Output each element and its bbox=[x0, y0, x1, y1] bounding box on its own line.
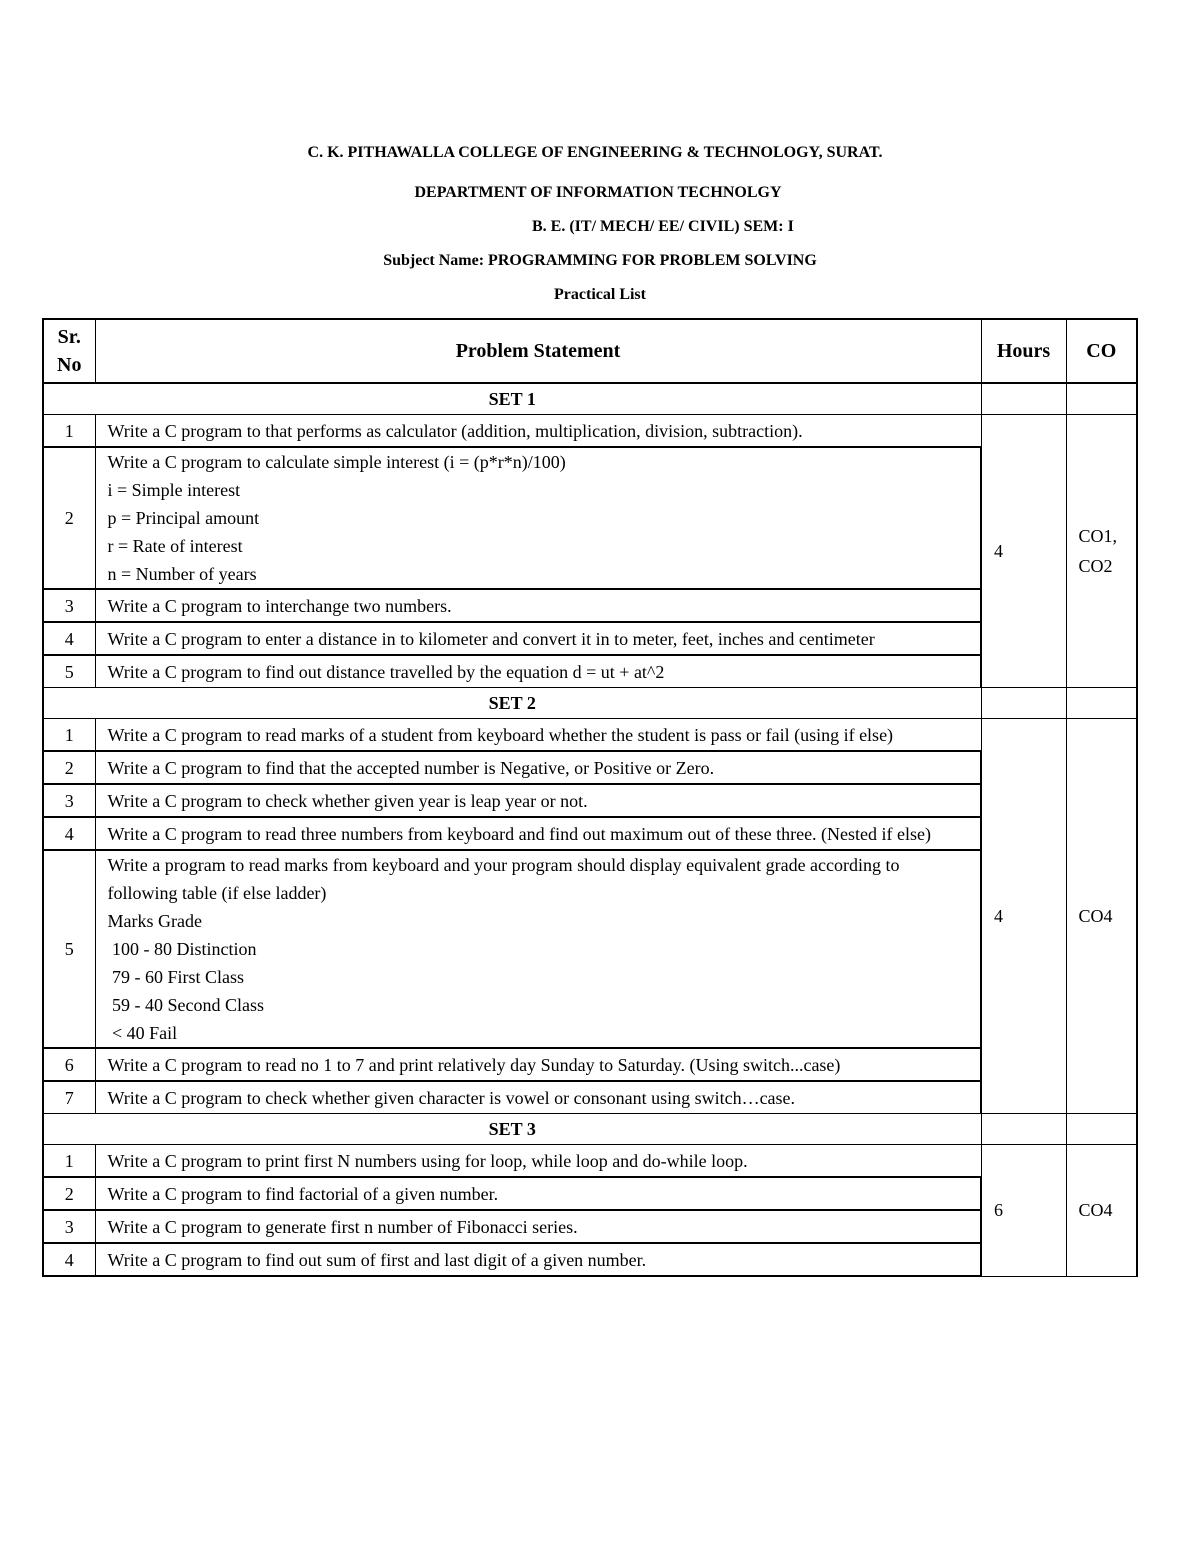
row-number: 6 bbox=[43, 1048, 95, 1081]
practical-list-table bbox=[42, 318, 1138, 1277]
set-hours: 4 bbox=[981, 719, 1066, 1114]
table-row bbox=[43, 655, 1137, 688]
statement-line: Write a C program to find factorial of a given number. bbox=[107, 1183, 499, 1204]
set-title: SET 2 bbox=[43, 688, 981, 719]
statement-line: Marks Grade bbox=[107, 911, 202, 931]
problem-statement bbox=[95, 751, 981, 784]
statement-line: Write a C program to calculate simple interest (i = (p*r*n)/100) bbox=[107, 452, 566, 472]
row-number: 5 bbox=[43, 655, 95, 688]
table-row bbox=[43, 850, 1137, 1048]
set-title: SET 1 bbox=[43, 383, 981, 415]
problem-statement bbox=[95, 415, 981, 448]
header-co: CO bbox=[1066, 319, 1137, 383]
set-hours-blank bbox=[981, 688, 1066, 719]
co-line: CO4 bbox=[1078, 906, 1113, 926]
statement-line: Write a C program to read three numbers from keyboard and find out maximum out of these three. (Nested if else) bbox=[107, 823, 932, 844]
statement-line: Write a C program to check whether given year is leap year or not. bbox=[107, 790, 588, 811]
set-hours: 6 bbox=[981, 1145, 1066, 1277]
row-number: 2 bbox=[43, 447, 95, 589]
statement-line: Write a C program to interchange two numbers. bbox=[107, 595, 452, 616]
table-row bbox=[43, 1210, 1137, 1243]
statement-line: Write a C program to generate first n number of Fibonacci series. bbox=[107, 1216, 578, 1237]
header-problem-statement: Problem Statement bbox=[95, 319, 981, 383]
set-title: SET 3 bbox=[43, 1114, 981, 1145]
set-co bbox=[1066, 719, 1137, 1114]
statement-line: Write a C program to find out sum of first and last digit of a given number. bbox=[107, 1249, 647, 1270]
problem-statement bbox=[95, 719, 981, 752]
row-number: 4 bbox=[43, 1243, 95, 1276]
semester-line: B. E. (IT/ MECH/ EE/ CIVIL) SEM: I bbox=[532, 218, 794, 235]
co-line: CO4 bbox=[1078, 1200, 1113, 1221]
table-row bbox=[43, 589, 1137, 622]
statement-line: r = Rate of interest bbox=[107, 536, 243, 556]
row-number: 3 bbox=[43, 784, 95, 817]
table-row bbox=[43, 1177, 1137, 1210]
problem-statement bbox=[95, 1081, 981, 1114]
row-number: 7 bbox=[43, 1081, 95, 1114]
set-hours: 4 bbox=[981, 415, 1066, 688]
statement-line: n = Number of years bbox=[107, 564, 257, 584]
problem-statement bbox=[95, 447, 981, 589]
college-name: C. K. PITHAWALLA COLLEGE OF ENGINEERING & TECHNOLOGY, SURAT. bbox=[307, 144, 883, 161]
set-co-blank bbox=[1066, 688, 1137, 719]
table-row bbox=[43, 719, 1137, 752]
row-number: 4 bbox=[43, 622, 95, 655]
row-number: 4 bbox=[43, 817, 95, 850]
header-hours: Hours bbox=[981, 319, 1066, 383]
statement-line: < 40 Fail bbox=[107, 1023, 178, 1043]
practical-list-title: Practical List bbox=[554, 286, 646, 303]
table-row bbox=[43, 415, 1137, 448]
set-title-row bbox=[43, 688, 1137, 719]
row-number: 1 bbox=[43, 719, 95, 752]
row-number: 5 bbox=[43, 850, 95, 1048]
set-title-row bbox=[43, 383, 1137, 415]
row-number: 3 bbox=[43, 589, 95, 622]
problem-statement bbox=[95, 1210, 981, 1243]
table-row bbox=[43, 622, 1137, 655]
set-hours-blank bbox=[981, 383, 1066, 415]
set-co bbox=[1066, 415, 1137, 688]
department-name: DEPARTMENT OF INFORMATION TECHNOLGY bbox=[414, 184, 782, 201]
problem-statement bbox=[95, 655, 981, 688]
problem-statement bbox=[95, 1145, 981, 1178]
statement-line: Write a C program to enter a distance in to kilometer and convert it in to meter, feet, inches and centimeter bbox=[107, 628, 875, 649]
statement-line: Write a C program to print first N numbers using for loop, while loop and do-while loop. bbox=[107, 1150, 748, 1171]
co-line: CO1, bbox=[1078, 526, 1118, 546]
problem-statement bbox=[95, 1177, 981, 1210]
problem-statement bbox=[95, 817, 981, 850]
statement-line: Write a C program to find that the accepted number is Negative, or Positive or Zero. bbox=[107, 757, 715, 778]
problem-statement bbox=[95, 589, 981, 622]
row-number: 1 bbox=[43, 415, 95, 448]
table-row bbox=[43, 784, 1137, 817]
problem-statement bbox=[95, 784, 981, 817]
co-line: CO2 bbox=[1078, 556, 1113, 576]
row-number: 3 bbox=[43, 1210, 95, 1243]
problem-statement bbox=[95, 622, 981, 655]
statement-line: Write a C program to check whether given character is vowel or consonant using switch…case. bbox=[107, 1087, 796, 1108]
table-row bbox=[43, 1081, 1137, 1114]
row-number: 2 bbox=[43, 751, 95, 784]
table-row bbox=[43, 751, 1137, 784]
set-co-blank bbox=[1066, 1114, 1137, 1145]
statement-line: p = Principal amount bbox=[107, 508, 260, 528]
table-body bbox=[43, 383, 1137, 1276]
set-co-blank bbox=[1066, 383, 1137, 415]
problem-statement bbox=[95, 1048, 981, 1081]
row-number: 1 bbox=[43, 1145, 95, 1178]
table-row bbox=[43, 1048, 1137, 1081]
statement-line: Write a C program to read marks of a student from keyboard whether the student is pass or fail (using if else) bbox=[107, 724, 894, 745]
problem-statement bbox=[95, 1243, 981, 1276]
header-sr-no-line2: No bbox=[57, 354, 82, 376]
statement-line: Write a C program to read no 1 to 7 and print relatively day Sunday to Saturday. (Using switch...case) bbox=[107, 1054, 841, 1075]
statement-line: Write a C program to that performs as calculator (addition, multiplication, division, subtraction). bbox=[107, 420, 803, 441]
statement-line: 79 - 60 First Class bbox=[107, 967, 245, 987]
statement-line: 59 - 40 Second Class bbox=[107, 995, 264, 1015]
set-title-row bbox=[43, 1114, 1137, 1145]
header-sr-no bbox=[43, 319, 95, 383]
table-row bbox=[43, 1243, 1137, 1276]
table-row bbox=[43, 1145, 1137, 1178]
table-row bbox=[43, 447, 1137, 589]
statement-line: i = Simple interest bbox=[107, 480, 241, 500]
header-sr-no-line1: Sr. bbox=[57, 326, 81, 348]
statement-line: Write a C program to find out distance travelled by the equation d = ut + at^2 bbox=[107, 661, 665, 682]
statement-line: 100 - 80 Distinction bbox=[107, 939, 257, 959]
table-header-row bbox=[43, 319, 1137, 383]
row-number: 2 bbox=[43, 1177, 95, 1210]
statement-line: Write a program to read marks from keyboard and your program should display equivalent grade according to following table (if else ladder) bbox=[107, 855, 905, 903]
table-row bbox=[43, 817, 1137, 850]
subject-name: Subject Name: PROGRAMMING FOR PROBLEM SOLVING bbox=[383, 252, 817, 269]
set-hours-blank bbox=[981, 1114, 1066, 1145]
set-co bbox=[1066, 1145, 1137, 1277]
problem-statement bbox=[95, 850, 981, 1048]
